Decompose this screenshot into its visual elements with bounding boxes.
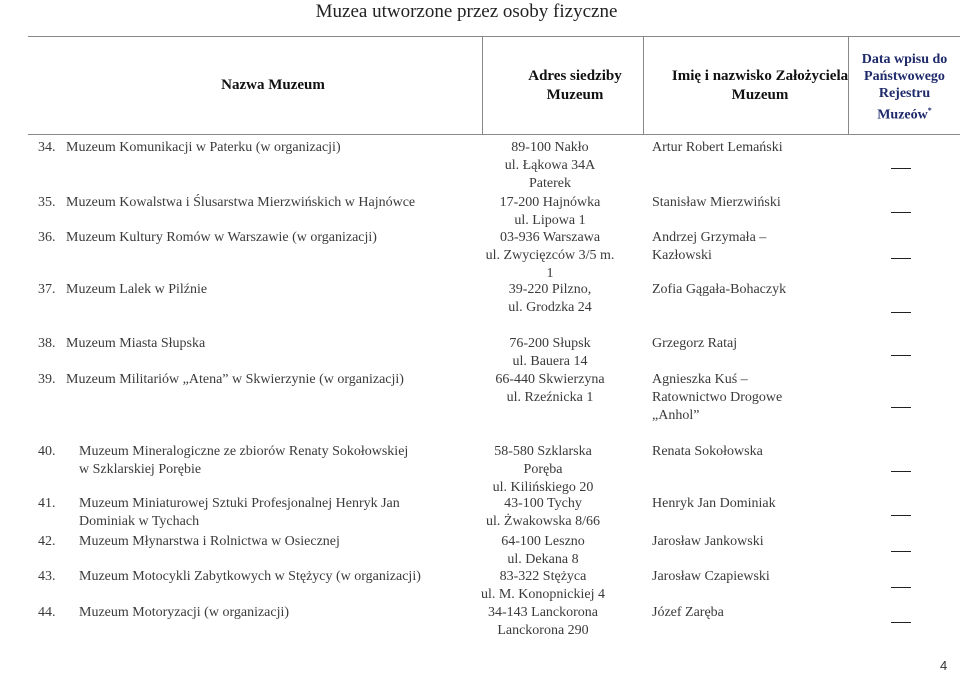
museum-address	[473, 568, 613, 604]
founder-name-line: Renata Sokołowska	[652, 444, 763, 459]
founder-name	[652, 194, 781, 212]
founder-name	[652, 229, 766, 265]
founder-name-line: „Anhol”	[652, 408, 700, 423]
museum-address-line: ul. M. Konopnickiej 4	[480, 587, 606, 602]
row-number: 44.	[38, 605, 56, 620]
founder-name-line: Zofia Gągała-Bohaczyk	[652, 282, 787, 297]
museum-address-line: 83-322 Stężyca	[499, 569, 587, 584]
museum-address	[473, 443, 613, 497]
row-number: 34.	[38, 140, 56, 155]
museum-name-line: Muzeum Komunikacji w Paterku (w organizacji)	[66, 140, 341, 155]
header-registry-line: Państwowego	[864, 69, 945, 85]
registry-dash	[891, 355, 911, 356]
founder-name	[652, 604, 724, 622]
row-number: 38.	[38, 336, 56, 351]
header-registry-line: Muzeów	[877, 107, 928, 123]
registry-dash	[891, 587, 911, 588]
museum-address-line: ul. Zwycięzców 3/5 m.	[485, 248, 615, 263]
museum-address-line: 89-100 Nakło	[511, 140, 589, 155]
header-founder-line: Imię i nazwisko Założyciela	[671, 67, 849, 84]
museum-address-line: Poręba	[523, 462, 563, 477]
registry-dash	[891, 212, 911, 213]
museum-address-line: Paterek	[529, 176, 571, 191]
founder-name	[652, 443, 763, 461]
header-registry-line: Rejestru	[878, 86, 931, 102]
museum-address-line: ul. Łąkowa 34A	[504, 158, 596, 173]
museum-name-line: w Szklarskiej Porębie	[79, 462, 202, 477]
museum-address	[473, 533, 613, 569]
registry-dash	[891, 407, 911, 408]
museum-address	[480, 229, 620, 283]
museum-address-line: Lanckorona 290	[497, 623, 589, 638]
row-number: 40.	[38, 444, 56, 459]
museum-name	[66, 229, 377, 247]
row-number: 42.	[38, 534, 56, 549]
header-registry	[849, 37, 960, 134]
museum-name-line: Muzeum Kowalstwa i Ślusarstwa Mierzwińskich w Hajnówce	[66, 195, 416, 210]
museum-address-line: 03-936 Warszawa	[499, 230, 601, 245]
registry-dash	[891, 168, 911, 169]
museum-name	[79, 568, 421, 586]
museum-name-line: Muzeum Miniaturowej Sztuki Profesjonalnej Henryk Jan	[79, 496, 400, 511]
museum-name-line: Muzeum Motoryzacji (w organizacji)	[79, 605, 290, 620]
registry-dash	[891, 515, 911, 516]
museum-name	[79, 604, 289, 622]
founder-name	[652, 139, 783, 157]
museum-address-line: ul. Lipowa 1	[514, 213, 586, 228]
museum-address-line: ul. Dekana 8	[507, 552, 579, 567]
registry-dash	[891, 258, 911, 259]
museum-address	[480, 335, 620, 371]
header-founder	[644, 37, 876, 134]
museum-name	[79, 533, 340, 551]
registry-dash	[891, 471, 911, 472]
founder-name-line: Kazłowski	[652, 248, 712, 263]
founder-name-line: Jarosław Jankowski	[652, 534, 764, 549]
row-number: 43.	[38, 569, 56, 584]
museum-address-line: 58-580 Szklarska	[494, 444, 592, 459]
museum-address-line: 64-100 Leszno	[501, 534, 585, 549]
page-title: Muzea utworzone przez osoby fizyczne	[315, 1, 618, 22]
row-number: 35.	[38, 195, 56, 210]
museum-address	[480, 139, 620, 193]
museum-address-line: ul. Bauera 14	[512, 354, 588, 369]
museum-address-line: ul. Grodzka 24	[508, 300, 592, 315]
museum-name-line: Muzeum Kultury Romów w Warszawie (w organizacji)	[66, 230, 377, 245]
founder-name-line: Grzegorz Rataj	[652, 336, 738, 351]
museum-address-line: 76-200 Słupsk	[509, 336, 591, 351]
row-number: 37.	[38, 282, 56, 297]
museum-address	[473, 604, 613, 640]
founder-name-line: Józef Zaręba	[652, 605, 724, 620]
museum-name	[79, 443, 408, 479]
museum-name	[66, 139, 341, 157]
founder-name	[652, 533, 764, 551]
founder-name-line: Henryk Jan Dominiak	[652, 496, 776, 511]
museum-name-line: Muzeum Mineralogiczne ze zbiorów Renaty Sokołowskiej	[79, 444, 409, 459]
founder-name-line: Ratownictwo Drogowe	[652, 390, 783, 405]
row-number: 36.	[38, 230, 56, 245]
museum-address-line: 34-143 Lanckorona	[487, 605, 599, 620]
header-founder-line: Muzeum	[731, 86, 789, 103]
registry-dash	[891, 551, 911, 552]
museum-name	[66, 281, 207, 299]
museum-address-line: 43-100 Tychy	[504, 496, 582, 511]
registry-dash	[891, 312, 911, 313]
museum-name	[79, 495, 400, 531]
museum-address	[480, 371, 620, 407]
founder-name	[652, 371, 782, 425]
founder-name-line: Jarosław Czapiewski	[652, 569, 770, 584]
museum-address-line: 66-440 Skwierzyna	[495, 372, 605, 387]
museum-name-line: Dominiak w Tychach	[79, 514, 200, 529]
museum-address	[473, 495, 613, 531]
table-header	[28, 36, 960, 135]
founder-name-line: Stanisław Mierzwiński	[652, 195, 781, 210]
founder-name	[652, 568, 770, 586]
museum-address-line: 39-220 Pilzno,	[508, 282, 592, 297]
founder-name-line: Agnieszka Kuś –	[652, 372, 748, 387]
founder-name	[652, 281, 786, 299]
museum-address-line: ul. Kilińskiego 20	[492, 480, 594, 495]
museum-address-line: 1	[546, 266, 554, 281]
museum-address-line: 17-200 Hajnówka	[499, 195, 601, 210]
museum-name	[66, 194, 415, 212]
museum-name-line: Muzeum Militariów „Atena” w Skwierzynie (w organizacji)	[66, 372, 404, 387]
row-number: 41.	[38, 496, 56, 511]
registry-dash	[891, 622, 911, 623]
header-address-line: Muzeum	[546, 86, 604, 103]
museum-address-line: ul. Żwakowska 8/66	[486, 514, 600, 529]
header-address	[484, 37, 666, 134]
museum-name-line: Muzeum Motocykli Zabytkowych w Stężycy (w organizacji)	[79, 569, 421, 584]
museum-address	[480, 281, 620, 317]
footnote-mark: *	[927, 106, 932, 116]
founder-name	[652, 335, 737, 353]
header-address-line: Adres siedziby	[528, 67, 622, 84]
founder-name-line: Artur Robert Lemański	[652, 140, 783, 155]
page-number: 4	[940, 658, 948, 673]
museum-address-line: ul. Rzeźnicka 1	[506, 390, 594, 405]
museum-name-line: Muzeum Młynarstwa i Rolnictwa w Osiecznej	[79, 534, 340, 549]
founder-name	[652, 495, 776, 513]
museum-name	[66, 371, 404, 389]
header-registry-line: Data wpisu do	[861, 52, 948, 68]
header-name-label: Nazwa Muzeum	[221, 77, 325, 93]
museum-address	[480, 194, 620, 230]
museum-name	[66, 335, 205, 353]
museum-name-line: Muzeum Lalek w Pilźnie	[66, 282, 208, 297]
founder-name-line: Andrzej Grzymała –	[652, 230, 767, 245]
row-number: 39.	[38, 372, 56, 387]
header-name	[158, 37, 388, 134]
museum-name-line: Muzeum Miasta Słupska	[66, 336, 206, 351]
